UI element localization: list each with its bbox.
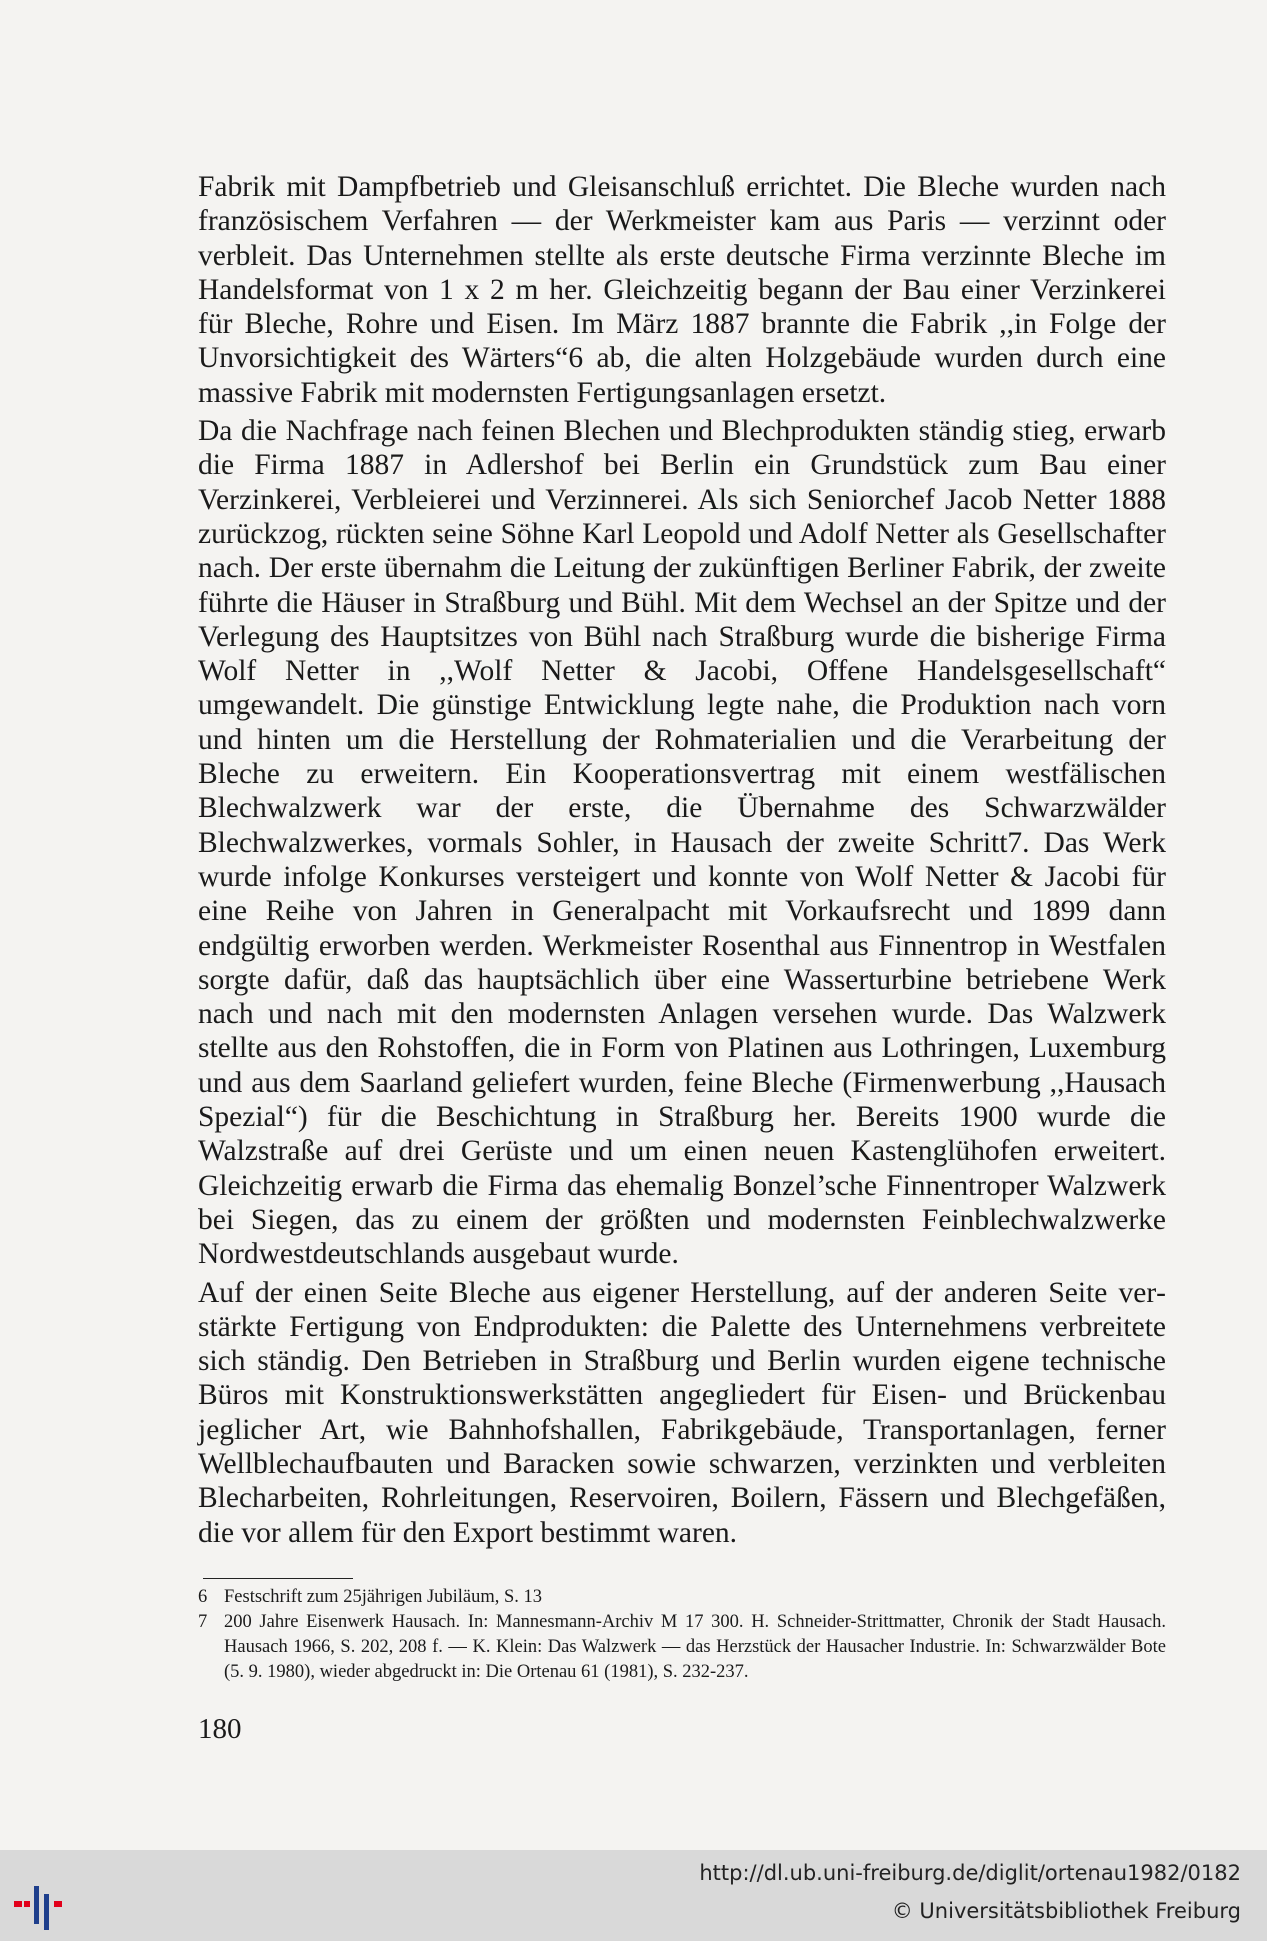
ub-freiburg-logo-icon	[14, 1880, 84, 1930]
footnote-number: 6	[198, 1587, 208, 1607]
footnote-number: 7	[198, 1612, 208, 1632]
footnote-text: Festschrift zum 25jährigen Jubiläum, S. 13	[224, 1587, 543, 1607]
page-number: 180	[198, 1713, 242, 1745]
copyright-notice: © Universitätsbibliothek Freiburg	[891, 1899, 1241, 1923]
paragraph-1: Fabrik mit Dampfbetrieb und Gleisanschluß errichtet. Die Bleche wurden nach französischem Verfahren — der Werkmeister kam aus Paris — verzinnt oder verbleit. Das Unternehmen stellte als erste deutsche Firma verzinnte Bleche im Handelsformat von 1 x 2 m her. Gleichzeitig begann der Bau einer Verzinkerei für Bleche, Rohre und Eisen. Im März 1887 brannte die Fabrik ,,in Folge der Unvorsichtigkeit des Wärters“6 ab, die alten Holzgebäude wurden durch eine massive Fabrik mit modernsten Fertigungsanlagen ersetzt.	[198, 171, 1166, 409]
footnote-6	[198, 1585, 1166, 1610]
body-text	[198, 170, 1166, 1554]
footnotes	[198, 1585, 1166, 1685]
footnote-divider	[203, 1578, 353, 1579]
source-url-link[interactable]: http://dl.ub.uni-freiburg.de/diglit/ortenau1982/0182	[699, 1861, 1241, 1885]
footnote-text: 200 Jahre Eisenwerk Hausach. In: Mannesmann-Archiv M 17 300. H. Schneider-Strittmatter, Chronik der Stadt Hausach. Hausach 1966, S. 202, 208 f. — K. Klein: Das Walzwerk — das Herzstück der Hausacher Industrie. In: Schwarzwälder Bote (5. 9. 1980), wieder abgedruckt in: Die Ortenau 61 (1981), S. 232-237.	[224, 1612, 1166, 1682]
footnote-7	[198, 1610, 1166, 1685]
paragraph-3: Auf der einen Seite Bleche aus eigener Herstellung, auf der anderen Seite verstärkte Fertigung von Endprodukten: die Palette des Unternehmens verbreitete sich ständig. Den Betrieben in Straßburg und Berlin wurden eigene technische Büros mit Konstruktionswerkstätten angegliedert für Eisen- und Brückenbau jeglicher Art, wie Bahnhofshallen, Fabrikgebäude, Transportanlagen, ferner Wellblechaufbauten und Baracken sowie schwarzen, verzinkten und verbleiten Blecharbeiten, Rohrleitungen, Reservoiren, Boilern, Fässern und Blechgefäßen, die vor allem für den Export bestimmt waren.	[198, 1276, 1166, 1549]
paragraph-2: Da die Nachfrage nach feinen Blechen und Blechprodukten ständig stieg, erwarb die Firma 1887 in Adlershof bei Berlin ein Grundstück zum Bau einer Verzinkerei, Verbleierei und Verzinnerei. Als sich Seniorchef Jacob Netter 1888 zurückzog, rückten seine Söhne Karl Leopold und Adolf Netter als Gesellschafter nach. Der erste übernahm die Leitung der zukünftigen Berliner Fabrik, der zweite führte die Häuser in Straßburg und Bühl. Mit dem Wechsel an der Spitze und der Verlegung des Hauptsitzes von Bühl nach Straßburg wurde die bisherige Firma Wolf Netter in ,,Wolf Netter & Jacobi, Offene Handelsgesellschaft“ umgewandelt. Die günstige Entwicklung legte nahe, die Produktion nach vorn und hinten um die Herstellung der Rohmaterialien und die Verarbeitung der Bleche zu erweitern. Ein Kooperationsvertrag mit einem westfälischen Blechwalzwerk war der erste, die Übernahme des Schwarzwälder Blechwalzwerkes, vormals Sohler, in Hausach der zweite Schritt7. Das Werk wurde infolge Konkurses versteigert und konnte von Wolf Netter & Jacobi für eine Reihe von Jahren in Generalpacht mit Vorkaufsrecht und 1899 dann endgültig erworben werden. Werkmeister Rosenthal aus Finnentrop in Westfalen sorgte dafür, daß das hauptsächlich über eine Wasserturbine betriebene Werk nach und nach mit den modernsten Anlagen versehen wurde. Das Walzwerk stellte aus den Rohstoffen, die in Form von Platinen aus Lothringen, Luxemburg und aus dem Saarland geliefert wurden, feine Bleche (Firmenwerbung ,,Hausach Spezial“) für die Beschichtung in Straßburg her. Bereits 1900 wurde die Walzstraße auf drei Gerüste und um einen neuen Kastenglühofen erweitert. Gleichzeitig erwarb die Firma das ehemalig Bonzel’sche Finnentroper Walzwerk bei Siegen, das zu einem der größten und modernsten Feinblechwalzwerke Nordwestdeutschlands ausgebaut wurde.	[198, 415, 1166, 1271]
